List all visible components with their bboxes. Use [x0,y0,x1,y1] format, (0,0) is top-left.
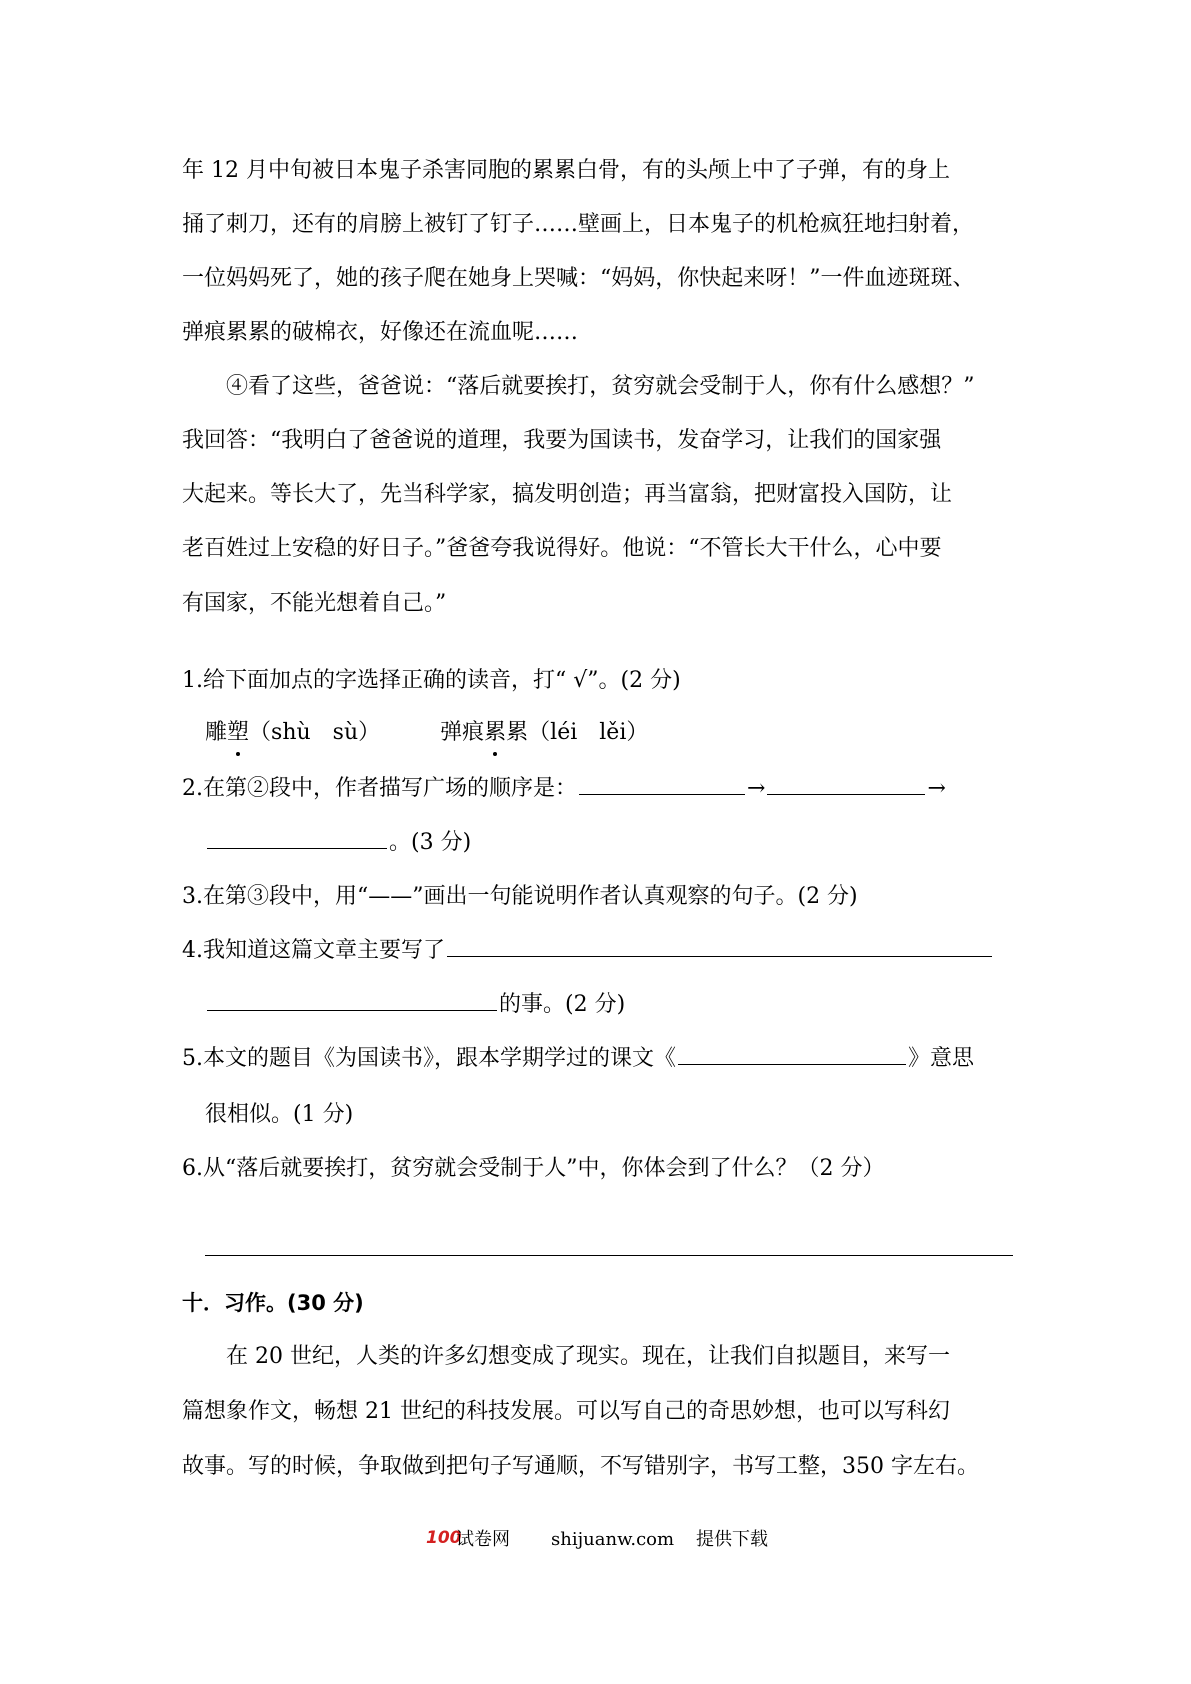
pinyin-option-1[interactable]: （shù sù） [249,720,381,745]
dotted-char-lei: 累 [484,718,506,748]
answer-blank-5[interactable] [678,1044,906,1065]
char-lei: 累 [506,720,529,745]
passage-line-5: ④看了这些，爸爸说：“落后就要挨打，贫穷就会受制于人，你有什么感想？” [226,374,975,399]
passage-line-3: 一位妈妈死了，她的孩子爬在她身上哭喊：“妈妈，你快起来呀！”一件血迹斑斑、 [182,266,975,291]
passage-line-2: 捅了刺刀，还有的肩膀上被钉了钉子……壁画上，日本鬼子的机枪疯狂地扫射着， [182,212,975,237]
question-5 [182,1044,1012,1074]
dotted-char-su: 塑 [227,718,249,748]
question-5-text: 5.本文的题目《为国读书》，跟本学期学过的课文《 [182,1046,676,1071]
question-1: 1.给下面加点的字选择正确的读音，打“ √”。(2 分) [182,668,681,693]
section-10-line-3: 故事。写的时候，争取做到把句子写通顺，不写错别字，书写工整，350 字左右。 [182,1454,979,1479]
word-danhen-leilei [440,720,528,745]
answer-line-6[interactable] [205,1255,1013,1256]
char-diao: 雕 [205,720,228,745]
passage-line-6: 我回答：“我明白了爸爸说的道理，我要为国读书，发奋学习，让我们的国家强 [182,428,942,453]
question-1-options [205,718,1035,748]
arrow-icon: → [747,776,766,801]
question-6: 6.从“落后就要挨打，贫穷就会受制于人”中，你体会到了什么？（2 分） [182,1156,885,1181]
footer-note: 提供下载 [696,1529,768,1550]
answer-blank-4b[interactable] [207,990,497,1011]
answer-blank-2b[interactable] [767,774,925,795]
arrow-icon: → [927,776,946,801]
section-10-line-2: 篇想象作文，畅想 21 世纪的科技发展。可以写自己的奇思妙想，也可以写科幻 [182,1399,950,1424]
passage-line-4: 弹痕累累的破棉衣，好像还在流血呢…… [182,320,579,345]
section-10-line-1: 在 20 世纪，人类的许多幻想变成了现实。现在，让我们自拟题目，来写一 [226,1344,950,1369]
question-2 [182,774,1012,804]
passage-line-7: 大起来。等长大了，先当科学家，搞发明创造；再当富翁，把财富投入国防，让 [182,482,953,507]
question-4 [182,936,1012,966]
question-4-continued [205,990,1035,1020]
site-logo: 100 [426,1528,462,1548]
passage-line-8: 老百姓过上安稳的好日子。”爸爸夸我说得好。他说：“不管长大干什么，心中要 [182,536,942,561]
question-2-text: 2.在第②段中，作者描写广场的顺序是： [182,776,577,801]
question-2-score: 。(3 分) [389,830,472,855]
footer-url[interactable]: shijuanw.com [551,1529,675,1550]
section-10-heading: 十．习作。(30 分) [182,1291,364,1315]
footer-site-name: 试卷网 [456,1529,510,1550]
pinyin-option-2[interactable]: （léi lěi） [528,720,649,745]
chars-danhen: 弹痕 [440,720,485,745]
question-5-continued: 很相似。(1 分) [205,1102,354,1127]
answer-blank-2a[interactable] [579,774,745,795]
question-3: 3.在第③段中，用“——”画出一句能说明作者认真观察的句子。(2 分) [182,884,858,909]
question-2-continued [205,828,1035,858]
word-diaosu [205,720,249,745]
passage-line-9: 有国家，不能光想着自己。” [182,591,447,616]
answer-blank-2c[interactable] [207,828,387,849]
question-4-text: 4.我知道这篇文章主要写了 [182,938,445,963]
question-5-text-end: 》意思 [908,1046,975,1071]
answer-blank-4a[interactable] [447,936,992,957]
passage-line-1: 年 12 月中旬被日本鬼子杀害同胞的累累白骨，有的头颅上中了子弹，有的身上 [182,158,950,183]
question-4-score: 的事。(2 分) [499,992,626,1017]
